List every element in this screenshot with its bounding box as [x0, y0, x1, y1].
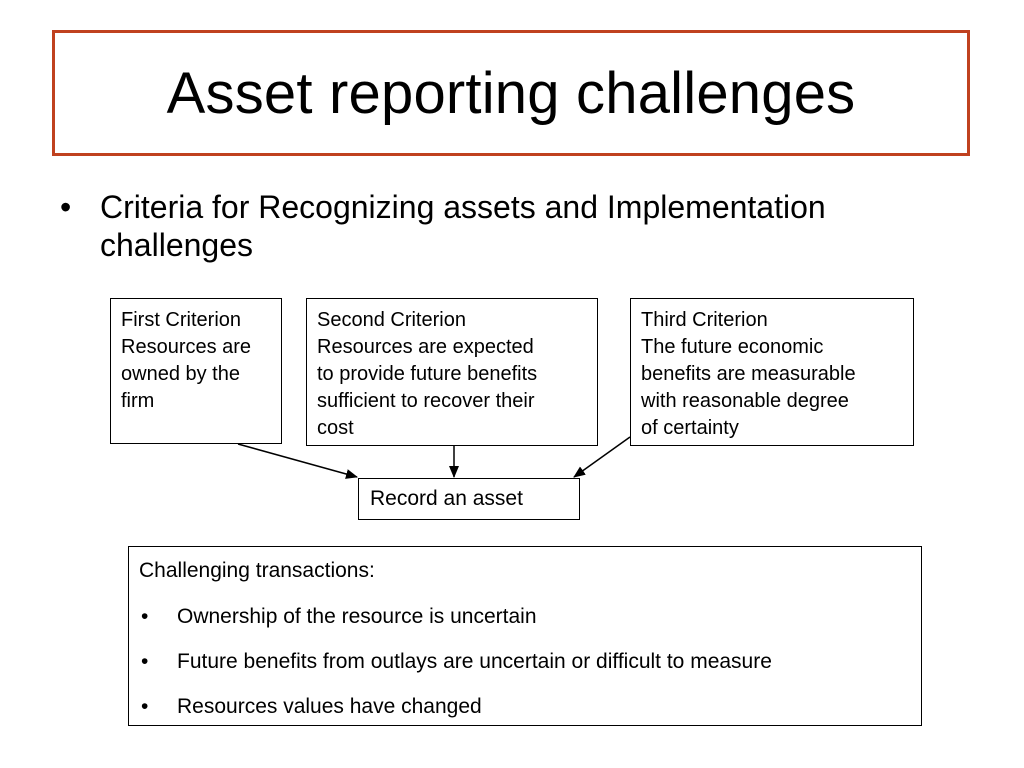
challenge-item: [139, 647, 911, 677]
criterion-line: sufficient to recover their: [317, 390, 535, 412]
criterion-line: of certainty: [641, 417, 739, 439]
criterion-heading: Third Criterion: [641, 309, 768, 331]
challenge-item-text: Ownership of the resource is uncertain: [177, 605, 537, 628]
main-bullet: [60, 188, 960, 264]
criterion-line: with reasonable degree: [641, 390, 849, 412]
record-asset-label: Record an asset: [370, 487, 523, 510]
criterion-line: firm: [121, 390, 155, 412]
challenging-transactions-box: [128, 546, 922, 726]
arrow-first-to-record: [238, 444, 357, 477]
criterion-heading: Second Criterion: [317, 309, 466, 331]
challenge-item-text: Resources values have changed: [177, 695, 482, 718]
criterion-line: Resources are expected: [317, 336, 534, 358]
criterion-line: cost: [317, 417, 354, 439]
criterion-line: to provide future benefits: [317, 363, 538, 385]
title-box: [52, 30, 970, 156]
challenge-item: [139, 602, 911, 632]
challenge-item: [139, 692, 911, 722]
second-criterion-box: [306, 298, 598, 446]
bullet-marker: •: [141, 650, 149, 673]
bullet-marker: •: [60, 189, 72, 225]
criterion-line: owned by the: [121, 363, 240, 385]
criterion-line: benefits are measurable: [641, 363, 856, 385]
challenges-heading: Challenging transactions:: [139, 559, 375, 582]
bullet-text: Criteria for Recognizing assets and Implementation challenges: [100, 189, 826, 263]
third-criterion-box: [630, 298, 914, 446]
criterion-heading: First Criterion: [121, 309, 242, 331]
record-asset-box: [358, 478, 580, 520]
challenge-item-text: Future benefits from outlays are uncertain or difficult to measure: [177, 650, 772, 673]
criterion-line: The future economic: [641, 336, 824, 358]
slide-title: Asset reporting challenges: [166, 60, 856, 126]
first-criterion-box: [110, 298, 282, 444]
criterion-line: Resources are: [121, 336, 252, 358]
bullet-marker: •: [141, 695, 149, 718]
bullet-marker: •: [141, 605, 149, 628]
